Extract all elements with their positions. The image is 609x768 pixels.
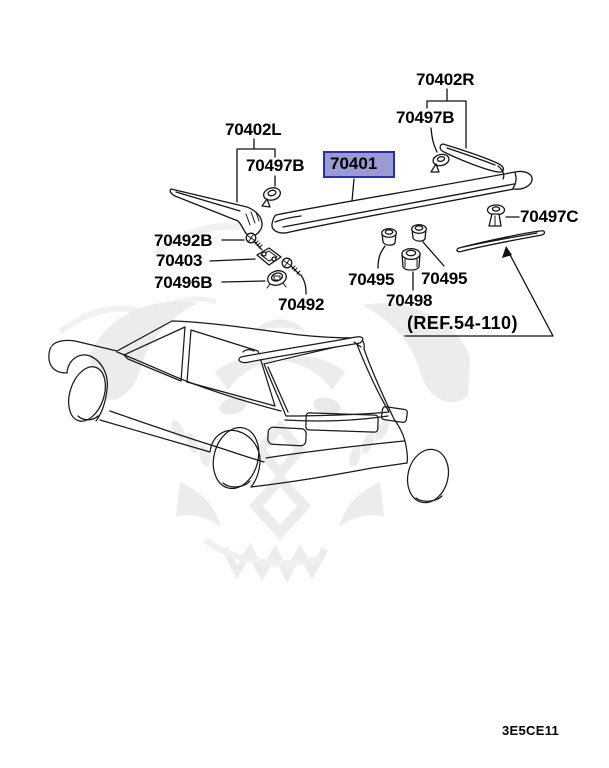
- rear-left-wheel: [207, 422, 266, 493]
- part-drawing-70495-nut-right: [412, 225, 427, 242]
- part-label-70496B[interactable]: 70496B: [154, 273, 213, 292]
- part-drawing-70492B-screw: [246, 233, 262, 250]
- car-illustration: [49, 321, 454, 507]
- part-drawing-70497C-clip: [488, 205, 505, 226]
- watermark: [60, 226, 470, 575]
- reference-label[interactable]: (REF.54-110): [407, 313, 518, 333]
- part-drawing-70402R-end-strip: [440, 144, 504, 179]
- part-drawing-70496B-grommet: [266, 268, 288, 288]
- part-drawing-70495-nut-left: [382, 229, 397, 246]
- part-drawing-70403-bracket: [257, 248, 281, 265]
- part-label-70495-right[interactable]: 70495: [421, 269, 468, 288]
- part-label-70401-highlighted[interactable]: 70401: [323, 151, 395, 178]
- part-drawing-70498-bushing: [402, 249, 420, 270]
- part-label-70497C[interactable]: 70497C: [520, 207, 579, 226]
- part-label-70403[interactable]: 70403: [156, 251, 203, 270]
- part-label-70402R[interactable]: 70402R: [416, 70, 475, 89]
- part-label-70402L[interactable]: 70402L: [225, 120, 282, 139]
- part-label-70497B-right[interactable]: 70497B: [396, 108, 455, 127]
- part-label-70495-left[interactable]: 70495: [348, 270, 395, 289]
- part-label-70498[interactable]: 70498: [386, 291, 433, 310]
- rear-right-wheel: [402, 445, 454, 507]
- part-drawing-70497B-left-clip: [262, 186, 282, 207]
- part-label-70497B-left[interactable]: 70497B: [246, 156, 305, 175]
- part-label-70492B[interactable]: 70492B: [154, 231, 213, 250]
- part-label-70492[interactable]: 70492: [278, 295, 325, 314]
- drawing-code: 3E5CE11: [502, 723, 560, 738]
- part-drawing-70497B-right-clip: [431, 153, 450, 172]
- part-drawing-ref-trim-strip: [457, 231, 545, 252]
